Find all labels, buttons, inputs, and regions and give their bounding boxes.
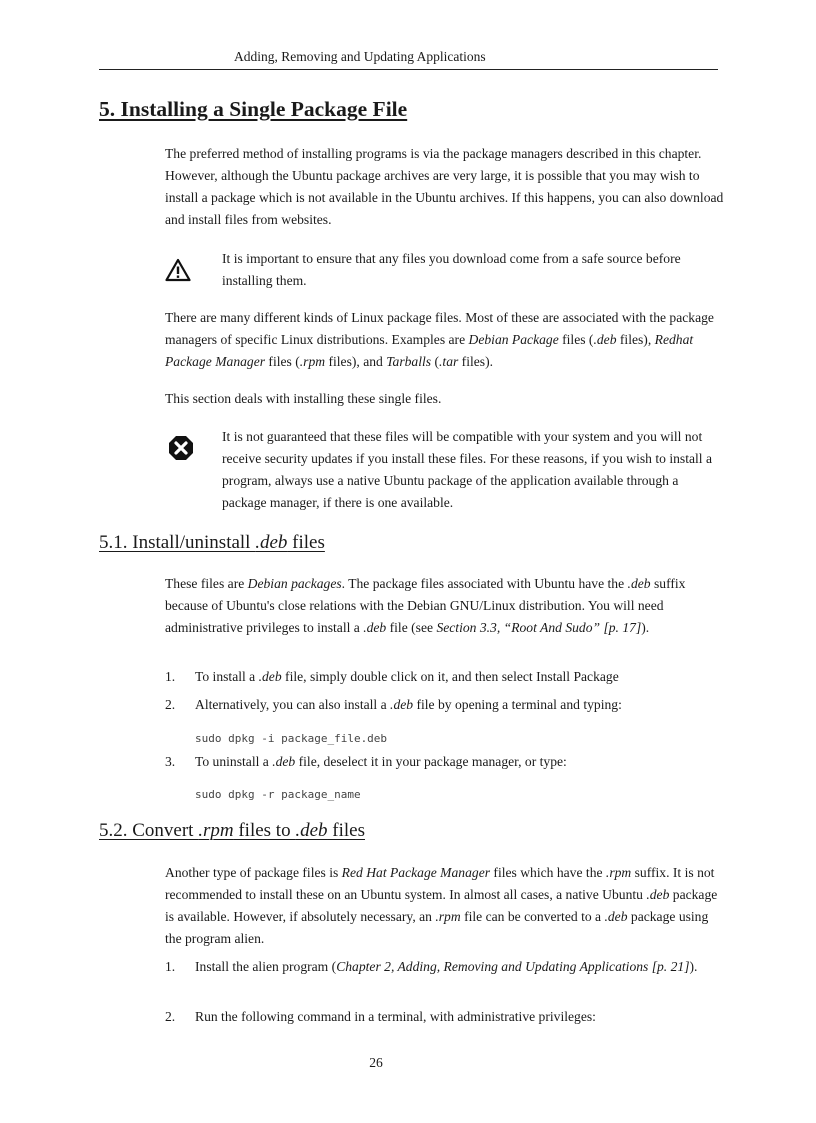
- subsection-5-2-intro: Another type of package files is Red Hat Package Manager files which have the .rpm suffix. It is not recommended to install these on an Ubuntu system. In almost all cases, a native Ubuntu .deb package is available. However, if absolutely necessary, an .rpm file can be converted to a .deb package using the program alien.: [165, 865, 718, 946]
- list-item-number: 1.: [165, 669, 176, 684]
- package-types-paragraph: There are many different kinds of Linux package files. Most of these are associated with the package managers of specific Linux distributions. Examples are Debian Package files (.deb files), Redhat Package Manager files (.rpm files), and Tarballs (.tar files).: [165, 310, 714, 369]
- subsection-title-5-1: 5.1. Install/uninstall .deb files: [99, 532, 325, 553]
- list-item-text: To uninstall a .deb file, deselect it in your package manager, or type:: [195, 754, 567, 769]
- running-header: Adding, Removing and Updating Applications: [234, 49, 486, 64]
- section-intro: The preferred method of installing programs is via the package managers described in this chapter. However, although the Ubuntu package archives are very large, it is possible that you may wish to install a package which is not available in the Ubuntu archives. If this happens, you can also download and install files from websites.: [165, 146, 724, 227]
- caution-note-text: It is not guaranteed that these files will be compatible with your system and you will not receive security updates if you install these files. For these reasons, if you wish to install a program, always use a native Ubuntu package of the application available through a package manager, if there is one available.: [222, 429, 713, 510]
- list-item-number: 2.: [165, 697, 176, 712]
- list-item-text: To install a .deb file, simply double click on it, and then select Install Package: [195, 669, 619, 684]
- list-item-text: Install the alien program (Chapter 2, Adding, Removing and Updating Applications [p. 21]).: [195, 959, 698, 974]
- header-rule: [99, 69, 718, 70]
- caution-x-icon: [168, 435, 194, 461]
- code-block: sudo dpkg -i package_file.deb: [195, 732, 388, 745]
- list-item-number: 2.: [165, 1009, 176, 1024]
- page-number: 26: [369, 1055, 383, 1070]
- list-item-number: 1.: [165, 959, 176, 974]
- subsection-title-5-2: 5.2. Convert .rpm files to .deb files: [99, 820, 365, 841]
- section-title: 5. Installing a Single Package File: [99, 97, 408, 121]
- subsection-5-1-intro: These files are Debian packages. The package files associated with Ubuntu have the .deb suffix because of Ubuntu's close relations with the Debian GNU/Linux distribution. You will need administrative privileges to install a .deb file (see Section 3.3, “Root And Sudo” [p. 17]).: [165, 576, 686, 635]
- code-block: sudo dpkg -r package_name: [195, 788, 361, 801]
- warning-note-text: It is important to ensure that any files you download come from a safe source before installing them.: [222, 251, 681, 288]
- list-item-text: Run the following command in a terminal, with administrative privileges:: [195, 1009, 596, 1024]
- warning-triangle-icon: [165, 258, 191, 282]
- list-item-text: Alternatively, you can also install a .deb file by opening a terminal and typing:: [195, 697, 622, 712]
- list-item-number: 3.: [165, 754, 176, 769]
- section-scope-text: This section deals with installing these single files.: [165, 391, 442, 406]
